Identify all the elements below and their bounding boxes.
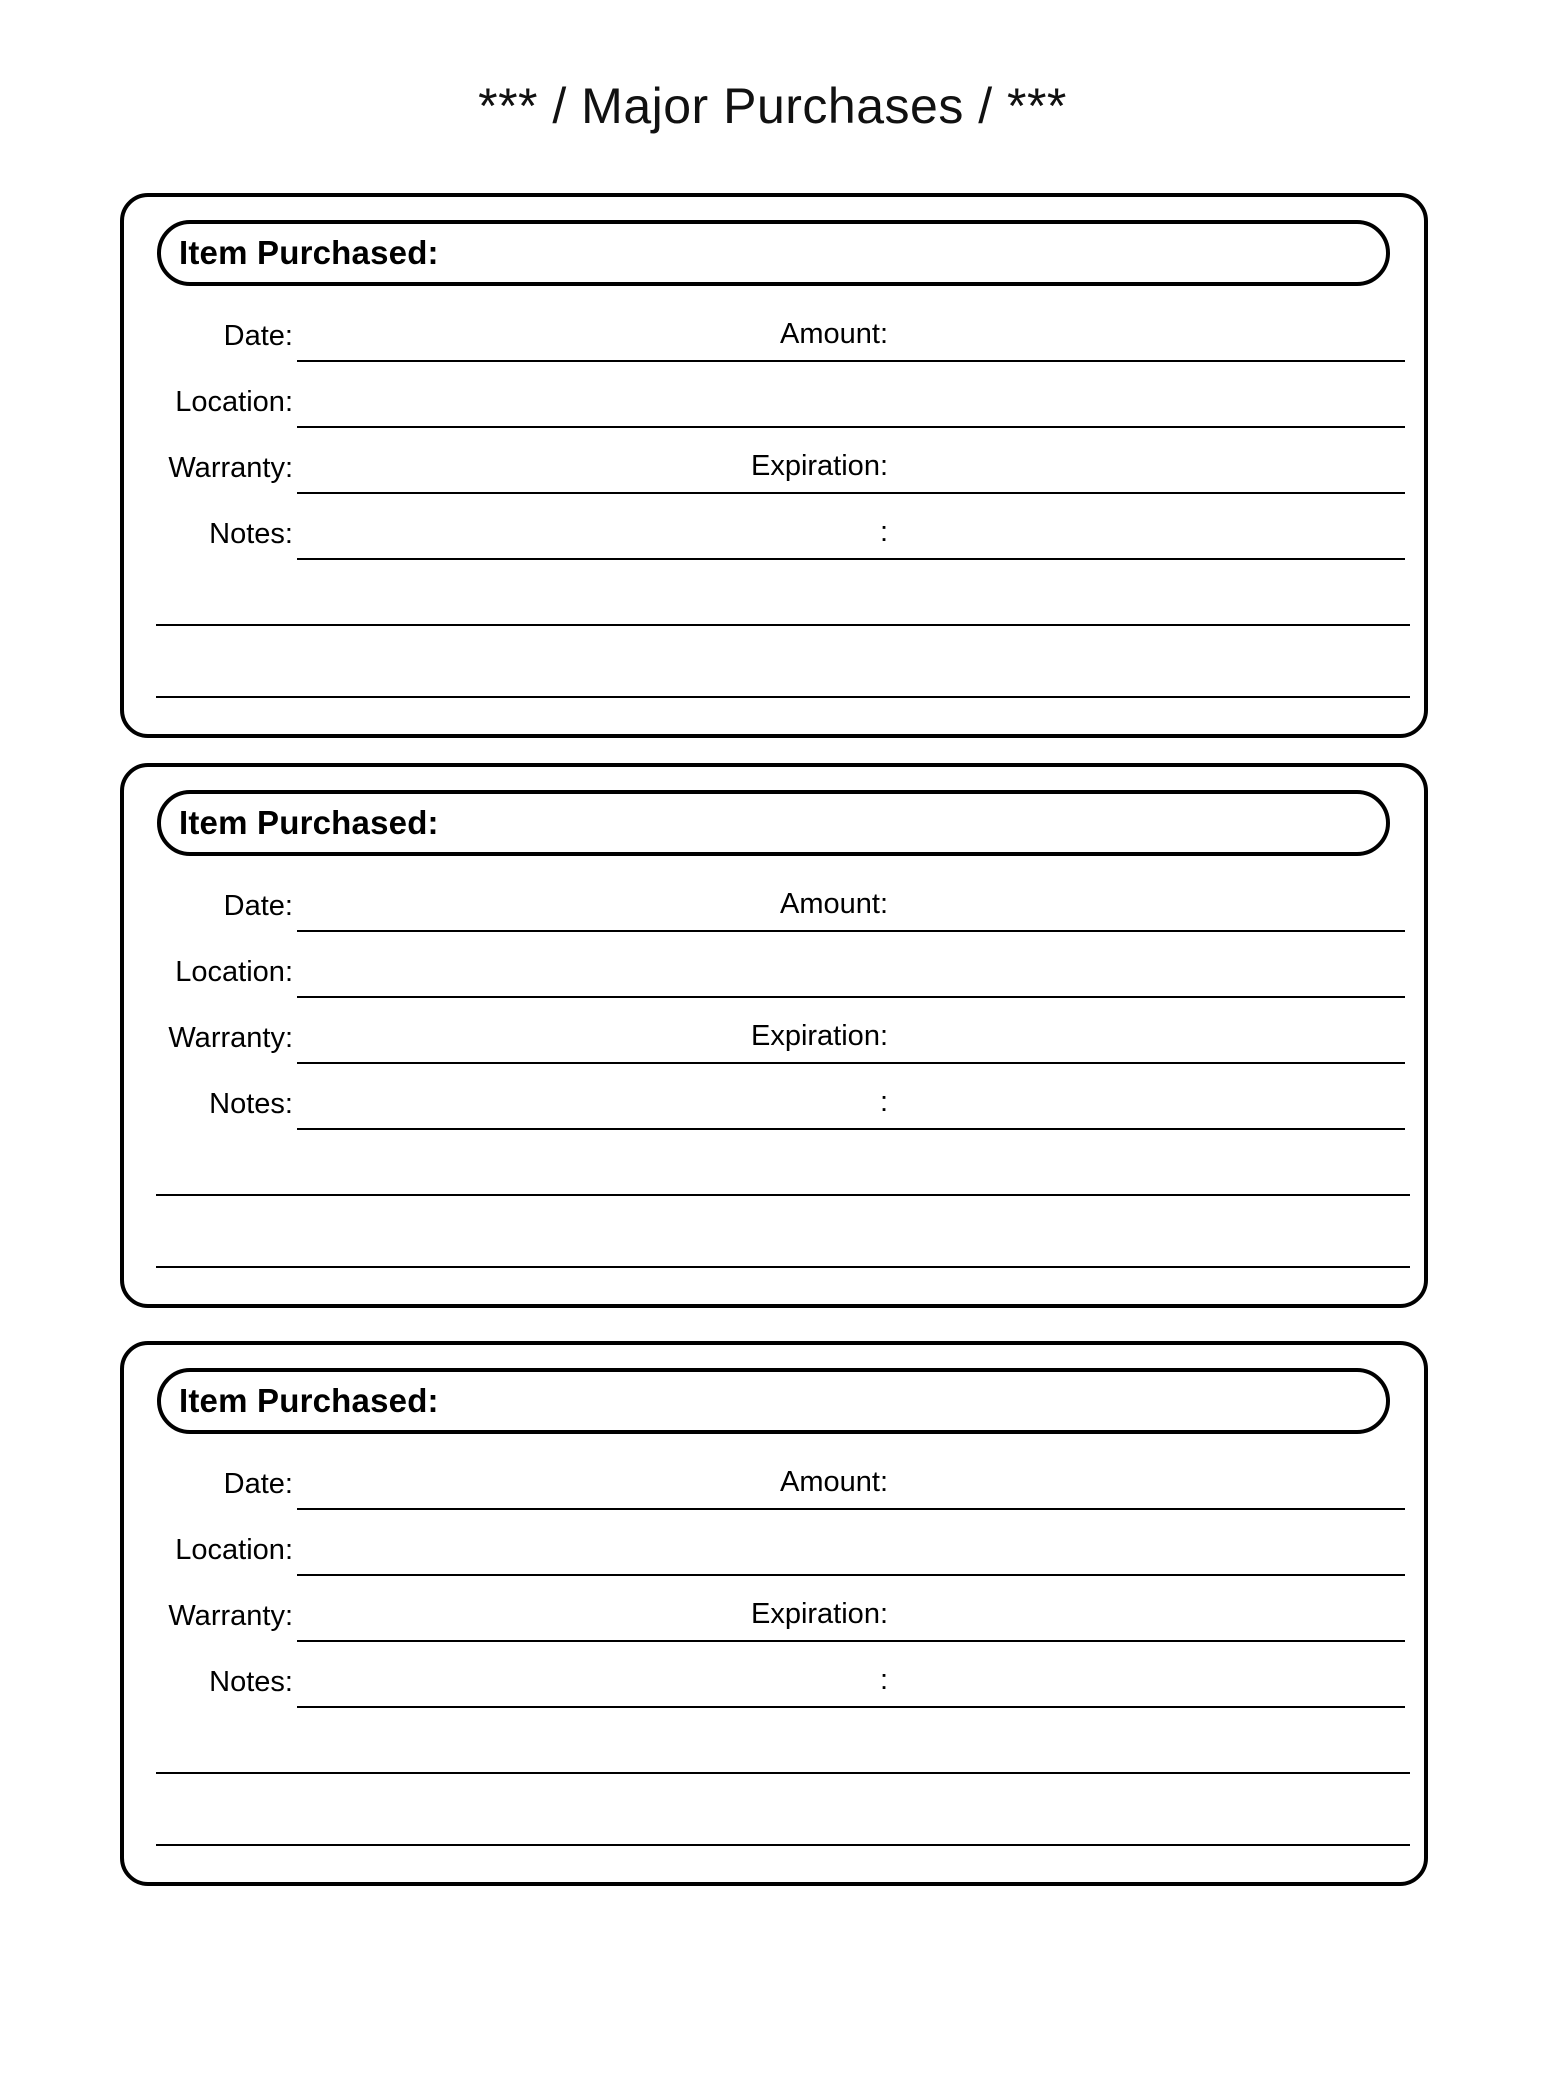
location-label: Location: (175, 956, 293, 988)
notes-row (124, 1642, 1424, 1708)
location-row (124, 1510, 1424, 1576)
warranty-label: Warranty: (168, 452, 293, 484)
location-input-line[interactable] (297, 932, 1405, 998)
expiration-label: Expiration: (750, 450, 888, 482)
notes-extra-line[interactable] (156, 1708, 1410, 1774)
item-purchased-label: Item Purchased: (179, 1382, 439, 1419)
item-purchased-field[interactable] (157, 220, 1390, 286)
date-label: Date: (223, 320, 293, 352)
notes-row (124, 1064, 1424, 1130)
date-amount-row (124, 296, 1424, 362)
notes-extra-line[interactable] (156, 1196, 1410, 1268)
date-amount-input-line[interactable] (297, 296, 1405, 362)
notes-colon-label: : (879, 516, 888, 548)
location-label: Location: (175, 386, 293, 418)
warranty-expiration-row (124, 428, 1424, 494)
warranty-expiration-input-line[interactable] (297, 1576, 1405, 1642)
location-row (124, 932, 1424, 998)
warranty-label: Warranty: (168, 1022, 293, 1054)
item-purchased-field[interactable] (157, 790, 1390, 856)
notes-label: Notes: (209, 1666, 293, 1698)
item-purchased-label: Item Purchased: (179, 234, 439, 271)
purchase-card-2 (120, 763, 1428, 1308)
notes-input-line[interactable] (297, 1642, 1405, 1708)
date-label: Date: (223, 890, 293, 922)
purchase-card-3 (120, 1341, 1428, 1886)
notes-label: Notes: (209, 518, 293, 550)
date-label: Date: (223, 1468, 293, 1500)
page-title: *** / Major Purchases / *** (478, 78, 1067, 134)
notes-input-line[interactable] (297, 1064, 1405, 1130)
expiration-label: Expiration: (750, 1020, 888, 1052)
notes-colon-label: : (879, 1664, 888, 1696)
date-amount-row (124, 866, 1424, 932)
date-amount-input-line[interactable] (297, 866, 1405, 932)
warranty-label: Warranty: (168, 1600, 293, 1632)
location-input-line[interactable] (297, 362, 1405, 428)
date-amount-row (124, 1444, 1424, 1510)
notes-label: Notes: (209, 1088, 293, 1120)
warranty-expiration-row (124, 998, 1424, 1064)
warranty-expiration-input-line[interactable] (297, 998, 1405, 1064)
location-label: Location: (175, 1534, 293, 1566)
notes-input-line[interactable] (297, 494, 1405, 560)
purchase-card-1 (120, 193, 1428, 738)
location-row (124, 362, 1424, 428)
location-input-line[interactable] (297, 1510, 1405, 1576)
warranty-expiration-input-line[interactable] (297, 428, 1405, 494)
expiration-label: Expiration: (750, 1598, 888, 1630)
notes-row (124, 494, 1424, 560)
amount-label: Amount: (780, 318, 888, 350)
major-purchases-form (0, 78, 1545, 2078)
notes-extra-line[interactable] (156, 1130, 1410, 1196)
amount-label: Amount: (780, 1466, 888, 1498)
warranty-expiration-row (124, 1576, 1424, 1642)
item-purchased-label: Item Purchased: (179, 804, 439, 841)
amount-label: Amount: (780, 888, 888, 920)
notes-extra-line[interactable] (156, 626, 1410, 698)
date-amount-input-line[interactable] (297, 1444, 1405, 1510)
notes-colon-label: : (879, 1086, 888, 1118)
notes-extra-line[interactable] (156, 560, 1410, 626)
item-purchased-field[interactable] (157, 1368, 1390, 1434)
notes-extra-line[interactable] (156, 1774, 1410, 1846)
